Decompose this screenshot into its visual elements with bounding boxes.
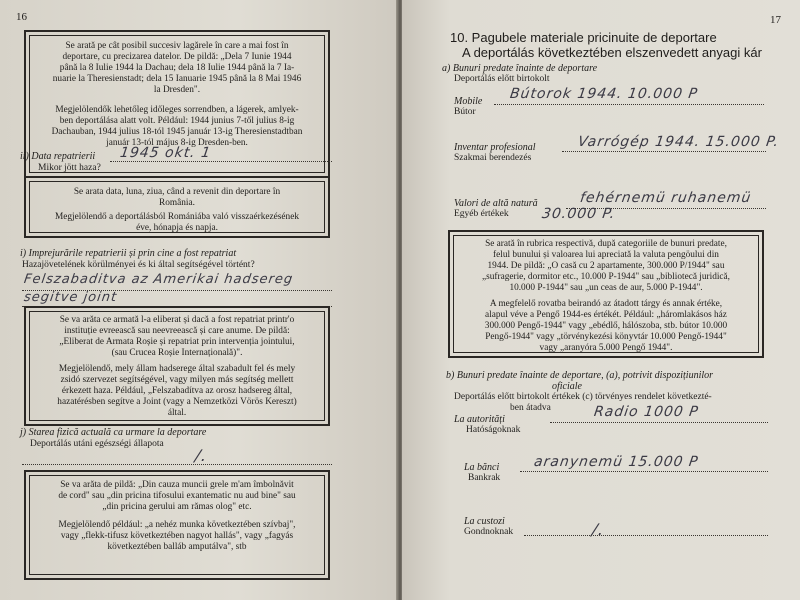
box-text: ben deportálása alatt volt. Például: 1944 junius 7-től julius 8-ig [59,116,295,126]
instruction-box-date [24,176,330,238]
box-text: Se va arăta ce armată l-a eliberat și dacă a fost repatriat printr'o [59,315,295,325]
box-text: A megfelelő rovatba beirandó az átadott tárgy és annak értéke, [489,299,723,309]
box-text: (sau Crucea Roșie Internațională)". [111,348,243,358]
box-text: által. [167,408,187,418]
box-text: 300.000 Pengő-1944" vagy „ebédlő, hálószoba, stb. bútor 10.000 [484,321,728,331]
field-label-banks: La bănci [464,462,500,473]
instruction-box-property [448,230,764,358]
left-page [0,0,398,600]
field-sublabel: Gondnoknak [464,527,514,537]
field-sublabel: Hatóságoknak [466,425,521,435]
field-sublabel: Egyéb értékek [454,209,509,219]
handwritten-authorities: Radio 1000 P [592,404,700,420]
subsection-a-heading: a) Bunuri predate înainte de deportare [442,63,598,74]
handwritten-repatriation-date: 1945 okt. 1 [118,145,213,161]
box-text: la Dresden". [153,85,201,95]
right-page [402,0,800,600]
box-text: 10.000 P-1944" sau „un ceas de aur, 5.000 P-1944". [509,283,703,293]
box-text: Megjelölendők lehetőleg időleges sorrendben, a lágerek, amlyek- [55,105,299,115]
box-text: vagy „flekk-tifusz következtében nagyot hallás", vagy „fagyás [60,531,294,541]
box-text: zsidó szervezet segítségével, vagy milyen más segítség mellett [60,375,294,385]
handwritten-custodians: /. [590,520,606,539]
fill-line [562,151,766,152]
box-text: Se arată în rubrica respectivă, după categoriile de bunuri predate, [485,239,727,249]
box-text: Se va arăta de pildă: „Din cauza muncii grele m'am îmbolnăvit [60,480,294,490]
fill-line [494,104,764,105]
box-text: Megjelölendő, mely állam hadserege által szabadult fel és mely [58,364,296,374]
box-text: instituție evreească sau neevreească și care anume. De pildă: [64,326,290,336]
fill-line [22,464,332,465]
subsection-b-sublabel-2: ben átadva [510,403,551,413]
instruction-box-health [24,470,330,580]
fill-line [520,471,768,472]
box-text: 1944. De pildă: „O casă cu 2 apartamente, 300.000 P/1944" sau [487,261,725,271]
box-text: január 13-tól május 8-ig Dresden-ben. [106,138,248,148]
handwritten-circumstances-2: segitve joint [22,290,119,305]
box-text: nuarie la Theresienstadt; dela 15 Ianuarie 1945 până la 8 Mai 1946 [52,74,302,84]
field-label-circumstances: i) Imprejurările repatrierii și prin cine a fost repatriat [20,248,237,259]
field-label-valuables: Valori de altă natură [454,198,538,209]
fill-line [524,535,768,536]
field-label-authorities: La autorități [454,414,505,425]
box-text: „din pricina gerului am rămas olog" etc. [102,502,252,512]
box-text: până la 8 Iulie 1944 la Dachau; dela 18 Iulie 1944 până la 7 Ia- [59,63,295,73]
page-number: 16 [16,11,27,23]
field-label-health: j) Starea fizică actuală ca urmare la deportare [20,427,207,438]
field-sublabel: Bútor [454,107,476,117]
subsection-b-sublabel: Deportálás előtt birtokolt értékek (c) törvényes rendelet következté- [454,392,712,402]
box-text: alapul véve a Pengő 1944-es értékét. Például: „háromlakásos ház [485,310,727,320]
box-text: hazatérésben segítve a Joint (vagy a Nemzetközi Vörös Kereszt) [57,397,297,407]
subsection-b-heading-2: oficiale [552,381,582,392]
section-title-hungarian: A deportálás következtében elszenvedett anyagi kár [462,45,762,60]
field-sublabel: Bankrak [468,473,501,483]
box-text: éve, hónapja és napja. [136,223,218,233]
handwritten-valuables-2: 30.000 P. [540,206,617,222]
handwritten-valuables: fehérnemü ruhanemü [578,190,753,206]
handwritten-tools: Varrógép 1944. 15.000 P. [576,134,781,150]
fill-line [550,422,768,423]
box-text: következtében balláb amputálva", stb [107,542,247,552]
handwritten-circumstances: Felszabaditva az Amerikai hadsereg [22,272,295,287]
box-text: Dachauban, 1944 julius 18-tól 1945 január 13-ig Theresienstadtban [51,127,303,137]
field-sublabel: Szakmai berendezés [454,153,532,163]
box-text: Pengő-1944" vagy „törvénykezési könyvtár 10.000 Pengő-1944" [485,332,727,342]
handwritten-banks: aranynemü 15.000 P [532,454,700,470]
box-text: „sufragerie, dormitor etc., 10.000 P-1944" sau „bibliotecă juridică, [481,272,731,282]
instruction-box-liberation [24,306,330,426]
field-sublabel: Mikor jött haza? [38,163,101,173]
subsection-a-sublabel: Deportálás előtt birtokolt [454,74,550,84]
box-text: „Eliberat de Armata Roșie și repatriat prin intervenția jointului, [59,337,295,347]
box-text: Megjelölendő a deportálásból Romániába való visszaérkezésének [55,212,299,222]
fill-line [110,161,332,162]
box-text: deportare, cu precizarea datelor. De pildă: „Dela 7 Iunie 1944 [62,52,292,62]
box-text: de cord" sau „din pricina tifosului exantematic nu aud bine" sau [58,491,296,501]
box-text: Se arata data, luna, ziua, când a revenit din deportare în [73,187,281,197]
handwritten-health: /. [193,446,209,465]
handwritten-furniture: Bútorok 1944. 10.000 P [508,86,699,102]
box-text: Se arată pe cât posibil succesiv lagărele în care a mai fost în [65,41,289,51]
field-label-repatriation-date: ii) Data repatrierii [20,151,96,162]
box-text: felul bunului și valoarea lui apreciată la valuta pengöului din [493,250,719,260]
field-label-tools: Inventar profesional [454,142,536,153]
subsection-b-heading: b) Bunuri predate înainte de deportare, (a), potrivit dispozițiunilor [446,370,714,381]
field-label-furniture: Mobile [454,96,483,107]
field-sublabel: Deportálás utáni egészségi állapota [30,439,164,449]
section-title: 10. Pagubele materiale pricinuite de deportare [450,30,717,45]
box-text: érkezett haza. Például, „Felszabadítva az orosz hadsereg által, [61,386,293,396]
box-text: vagy „aranyóra 5.000 Pengő 1944". [539,343,673,353]
field-sublabel: Hazajövetelének körülményei és ki által segítségével történt? [22,260,255,270]
box-text: Megjelölendő például: „a nehéz munka következtében szívbaj", [58,520,296,530]
box-text: România. [159,198,195,208]
page-number: 17 [770,14,781,26]
field-label-custodians: La custozi [464,516,505,527]
